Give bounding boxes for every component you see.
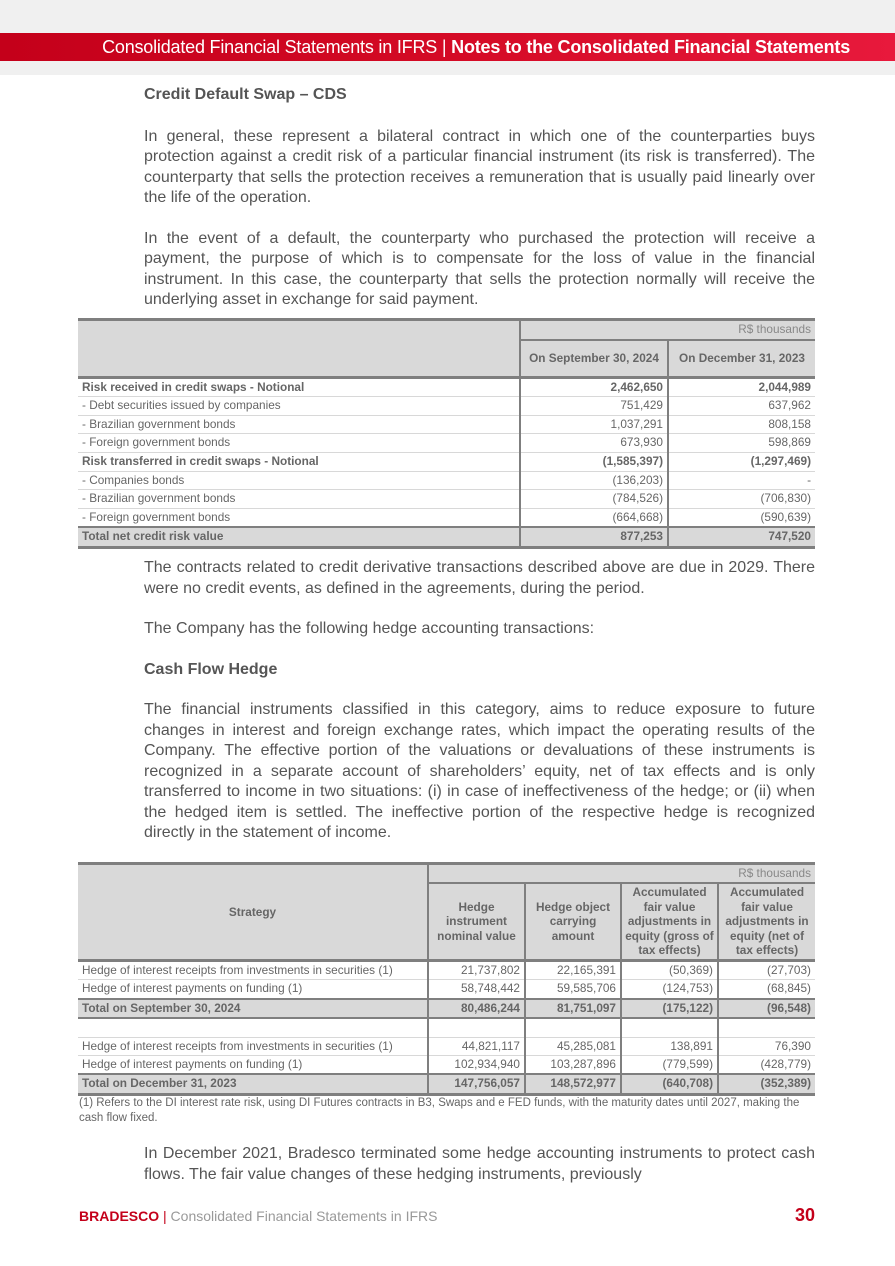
header-separator: | (437, 37, 452, 57)
cds-col-header: On December 31, 2023 (668, 340, 815, 378)
spacer-row (78, 1018, 815, 1037)
closing-section (144, 1144, 815, 1185)
hedge-footnote: (1) Refers to the DI interest rate risk, using DI Futures contracts in B3, Swaps and e FED funds, with the maturity dates until 2027, making the cash flow fixed. (79, 1097, 800, 1124)
hedge-col-header: Accumulated fair value adjustments in equity (net of tax effects) (718, 883, 815, 960)
cash-flow-hedge-paragraph: The financial instruments classified in this category, aims to reduce exposure to future changes in interest and foreign exchange rates, which impact the operating results of the Company. The effective portion of the valuations or devaluations of these instruments is recognized in a separate account of shareholders’ equity, net of tax effects and is only transferred to income in two situations: (i) in case of ineffectiveness of the hedge; or (ii) when the hedged item is settled. The ineffective portion of the respective hedge is recognized directly in the statement of income. (144, 701, 815, 841)
table-row: Hedge of interest payments on funding (1) 102,934,940 103,287,896 (779,599) (428,779) (78, 1055, 815, 1074)
page-header (0, 33, 895, 61)
table-row: Hedge of interest payments on funding (1) 58,748,442 59,585,706 (124,753) (68,845) (78, 980, 815, 999)
hedge-col-header: Hedge instrument nominal value (428, 883, 525, 960)
table-row: Risk received in credit swaps - Notional 2,462,650 2,044,989 (78, 377, 815, 397)
cash-flow-hedge-heading: Cash Flow Hedge (144, 660, 278, 678)
hedge-table (78, 862, 815, 1096)
cds-table-corner (78, 320, 520, 378)
table-row: - Debt securities issued by companies 751,429 637,962 (78, 397, 815, 416)
cds-paragraph-1: In general, these represent a bilateral contract in which one of the counterparties buys protection against a credit risk of a particular financial instrument (its risk is transferred). The counterparty that sells the protection receives a remuneration that is usually paid linearly over the life of the operation. (144, 127, 815, 206)
cds-heading: Credit Default Swap – CDS (144, 86, 347, 103)
footer-brand: BRADESCO (79, 1208, 160, 1224)
table-row: - Brazilian government bonds (784,526) (706,830) (78, 490, 815, 509)
header-doc-title: Consolidated Financial Statements in IFRS (102, 37, 438, 57)
table-total-row: Total on December 31, 2023 147,756,057 148,572,977 (640,708) (352,389) (78, 1074, 815, 1094)
page-number: 30 (794, 1205, 815, 1225)
table-row: - Foreign government bonds 673,930 598,869 (78, 434, 815, 453)
page-footer (79, 1205, 815, 1225)
header-section-title: Notes to the Consolidated Financial Statements (451, 37, 850, 57)
table-total-row: Total on September 30, 2024 80,486,244 81,751,097 (175,122) (96,548) (78, 999, 815, 1018)
hedge-intro-paragraph: The Company has the following hedge accounting transactions: (144, 620, 595, 637)
table-row: - Brazilian government bonds 1,037,291 808,158 (78, 415, 815, 434)
table-row: - Companies bonds (136,203) - (78, 471, 815, 490)
strategy-header: Strategy (78, 864, 428, 961)
table-row: Hedge of interest receipts from investments in securities (1) 21,737,802 22,165,391 (50,369) (27,703) (78, 960, 815, 979)
table-row: - Foreign government bonds (664,668) (590,639) (78, 508, 815, 527)
table-row: Hedge of interest receipts from investments in securities (1) 44,821,117 45,285,081 138,891 76,390 (78, 1037, 815, 1055)
hedge-col-header: Accumulated fair value adjustments in equity (gross of tax effects) (621, 883, 718, 960)
cds-paragraph-2: In the event of a default, the counterparty who purchased the protection will receive a payment, the purpose of which is to compensate for the loss of value in the financial instrument. In this case, the counterparty that sells the protection normally will receive the underlying asset in exchange for said payment. (144, 229, 815, 308)
hedge-col-header: Hedge object carrying amount (525, 883, 621, 960)
closing-paragraph: In December 2021, Bradesco terminated some hedge accounting instruments to protect cash flows. The fair value changes of these hedging instruments, previously (144, 1145, 815, 1183)
cds-table (78, 318, 815, 549)
footer-doc-title: Consolidated Financial Statements in IFRS (170, 1208, 438, 1224)
middle-section (144, 558, 815, 844)
hedge-unit-label: R$ thousands (428, 864, 815, 884)
cds-unit-label: R$ thousands (520, 320, 815, 340)
cds-col-header: On September 30, 2024 (520, 340, 668, 378)
footer-separator: | (159, 1208, 171, 1224)
table-total-row: Total net credit risk value 877,253 747,520 (78, 527, 815, 547)
cds-section (144, 85, 815, 311)
credit-derivatives-paragraph: The contracts related to credit derivative transactions described above are due in 2029. There were no credit events, as defined in the agreements, during the period. (144, 559, 815, 597)
table-row: Risk transferred in credit swaps - Notional (1,585,397) (1,297,469) (78, 452, 815, 471)
